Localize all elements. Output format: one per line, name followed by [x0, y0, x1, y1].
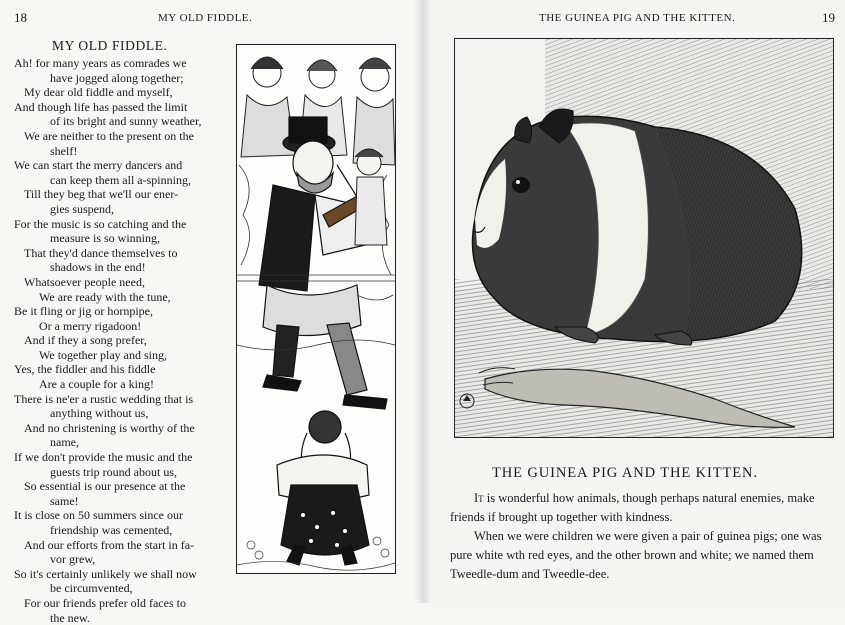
poem-line: can keep them all a-spinning, — [50, 172, 191, 187]
running-head-left: MY OLD FIDDLE. — [158, 12, 253, 24]
poem-line: And our efforts from the start in fa- — [24, 537, 195, 552]
poem-line: vor grew, — [50, 552, 96, 567]
poem-line: For the music is so catching and the — [14, 216, 187, 231]
book-gutter — [414, 0, 432, 603]
poem-title: MY OLD FIDDLE. — [52, 38, 168, 53]
poem-line: And though life has passed the limit — [14, 99, 188, 114]
poem-line: Are a couple for a king! — [39, 377, 154, 392]
poem-line: of its bright and sunny weather, — [50, 114, 202, 129]
poem-line: If we don't provide the music and the — [14, 450, 193, 465]
story-lead-word: It — [474, 491, 484, 505]
poem-line: anything without us, — [50, 406, 149, 421]
fiddler-illustration — [236, 44, 396, 574]
poem-line: We are neither to the present on the — [24, 128, 194, 143]
poem-line: That they'd dance themselves to — [24, 245, 178, 260]
poem-body — [14, 56, 234, 625]
page-number-left: 18 — [14, 10, 27, 25]
story-body — [450, 489, 840, 584]
poem-line: And if they a song prefer, — [24, 333, 147, 348]
poem-line: My dear old fiddle and myself, — [24, 85, 173, 100]
poem-line: And no christening is worthy of the — [24, 420, 195, 435]
poem-line: be circumvented, — [50, 581, 133, 596]
poem-line: We can start the merry dancers and — [14, 158, 183, 173]
running-head-right: THE GUINEA PIG AND THE KITTEN. — [539, 12, 736, 24]
poem-line: gies suspend, — [50, 201, 114, 216]
poem-line: shadows in the end! — [50, 260, 146, 275]
guinea-pig-engraving-icon — [455, 39, 833, 437]
right-page — [422, 0, 845, 603]
story-paragraph-1-text: is wonderful how animals, though perhaps natural enemies, make friends if brought up together with kindness. — [450, 491, 815, 524]
story-paragraph-1 — [450, 489, 840, 527]
story-paragraph-2: When we were children we were given a pair of guinea pigs; one was pure white wth red eyes, and the other brown and white; we named them Tweedle-dum and Tweedle-dee. — [450, 529, 822, 581]
fiddler-engraving-icon — [237, 45, 395, 573]
poem-line: name, — [50, 435, 79, 450]
poem-line: So it's certainly unlikely we shall now — [14, 566, 197, 581]
poem-line: guests trip round about us, — [50, 464, 177, 479]
poem-line: We are ready with the tune, — [39, 289, 171, 304]
poem-line: measure is so winning, — [50, 231, 160, 246]
poem-line: have jogged along together; — [50, 70, 184, 85]
story-title: THE GUINEA PIG AND THE KITTEN. — [492, 465, 758, 481]
poem-line: same! — [50, 493, 79, 508]
poem-line: friendship was cemented, — [50, 523, 173, 537]
left-page — [0, 0, 422, 625]
poem-line: Whatsoever people need, — [24, 274, 145, 289]
guinea-pig-illustration — [454, 38, 834, 438]
poem-line: shelf! — [50, 143, 78, 158]
poem-line: Ah! for many years as comrades we — [14, 56, 187, 70]
poem-line: the new. — [50, 610, 90, 625]
poem-line: It is close on 50 summers since our — [14, 508, 183, 523]
poem-line: Or a merry rigadoon! — [39, 318, 142, 333]
poem-line: Till they beg that we'll our ener- — [24, 187, 179, 202]
poem-line: So essential is our presence at the — [24, 479, 186, 494]
poem-line: For our friends prefer old faces to — [24, 595, 186, 610]
page-number-right: 19 — [822, 10, 835, 25]
poem-line: There is ne'er a rustic wedding that is — [14, 391, 194, 406]
poem-line: We together play and sing, — [39, 347, 167, 362]
poem-line: Be it fling or jig or hornpipe, — [14, 304, 153, 319]
poem-line: Yes, the fiddler and his fiddle — [14, 362, 156, 377]
